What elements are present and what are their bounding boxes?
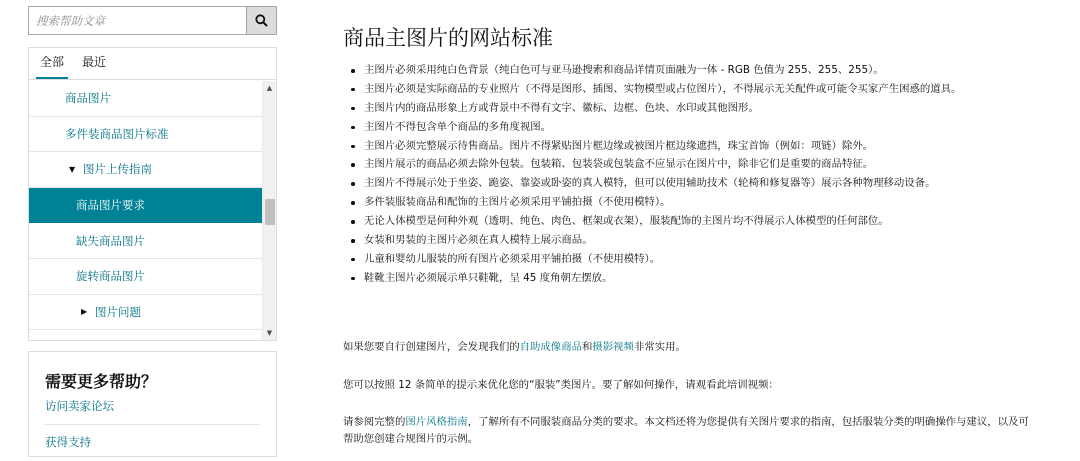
image-style-guide-link[interactable]: 图片风格指南 [405, 416, 468, 428]
chevron-up-icon[interactable]: ▲ [266, 84, 273, 92]
scrollbar-thumb[interactable] [265, 199, 275, 225]
paragraph-text: 和 [581, 341, 593, 353]
list-item: 鞋靴主图片必须展示单只鞋靴，呈 45 度角朝左摆放。 [364, 270, 1044, 287]
help-title: 需要更多帮助？ [45, 372, 158, 391]
nav-scrollbar[interactable] [262, 81, 276, 340]
list-item: 主图片展示的商品必须去除外包装。包装箱、包装袋或包装盒不应显示在图片中，除非它们是重要的商品特征。 [364, 156, 1044, 173]
nav-item-label: 商品图片 [65, 91, 111, 106]
nav-item-label: 商品图片要求 [76, 198, 145, 213]
tab-all[interactable]: 全部 [36, 53, 68, 79]
nav-item-product-images[interactable] [29, 81, 263, 117]
list-item: 主图片必须采用纯白色背景（纯白色可与亚马逊搜索和商品详情页面融为一体 - RGB 色值为 255、255、255）。 [364, 62, 1044, 79]
paragraph-text: ，了解所有不同服装商品分类的要求。本文档还将为您提供有关图片要求的指南，包括服装分类的明确操作与建议，以及可帮助您创建合规图片的示例。 [343, 416, 1029, 445]
paragraph-self-create [343, 339, 1033, 356]
get-support-link[interactable]: 获得支持 [45, 435, 91, 449]
nav-item-label: 旋转商品图片 [76, 269, 145, 284]
list-item: 主图片不得展示处于坐姿、跪姿、靠姿或卧姿的真人模特，但可以使用辅助技术（轮椅和修复器等）展示各种物理移动设备。 [364, 175, 1044, 192]
nav-item-label: 多件装商品图片标准 [65, 126, 169, 141]
nav-item-image-issues[interactable] [29, 295, 263, 331]
paragraph-text: 非常实用。 [633, 341, 686, 353]
search-icon [255, 14, 268, 27]
nav-item-multipack-standards[interactable] [29, 117, 263, 153]
nav-item-upload-guide[interactable] [29, 152, 263, 188]
nav-tabs [29, 48, 276, 80]
nav-item-label: 缺失商品图片 [76, 233, 145, 248]
list-item: 儿童和婴幼儿服装的所有图片必须采用平铺拍摄（不使用模特）。 [364, 251, 1044, 268]
seller-forum-link[interactable]: 访问卖家论坛 [45, 399, 114, 413]
nav-list [29, 81, 263, 340]
help-nav-panel [28, 47, 277, 341]
more-help-panel [28, 351, 277, 457]
search-button[interactable] [246, 7, 276, 34]
self-service-imaging-link[interactable]: 自助成像商品 [519, 341, 582, 353]
nav-item-label: 图片上传指南 [83, 162, 152, 177]
search-box [28, 6, 277, 35]
divider [45, 424, 260, 425]
nav-item-label: 图片问题 [95, 304, 141, 319]
list-item: 主图片内的商品形象上方或背景中不得有文字、徽标、边框、色块、水印或其他图形。 [364, 100, 1044, 117]
caret-down-icon: ▼ [69, 164, 76, 174]
list-item: 无论人体模型是何种外观（透明、纯色、肉色、框架或衣架），服装配饰的主图片均不得展示人体模型的任何部位。 [364, 213, 1044, 230]
list-item: 女装和男装的主图片必须在真人模特上展示商品。 [364, 232, 1044, 249]
list-item: 主图片必须完整展示待售商品。图片不得紧贴图片框边缘或被图片框边缘遮挡，珠宝首饰（例如：项链）除外。 [364, 138, 1044, 155]
photography-video-link[interactable]: 摄影视频 [592, 341, 634, 353]
nav-item-rotate-images[interactable] [29, 259, 263, 295]
paragraph-training-video: 您可以按照 12 条简单的提示来优化您的“服装”类图片。要了解如何操作，请观看此培训视频： [343, 379, 779, 391]
search-input[interactable] [29, 7, 246, 34]
chevron-down-icon[interactable]: ▼ [266, 329, 273, 337]
list-item: 多件装服装商品和配饰的主图片必须采用平铺拍摄（不使用模特）。 [364, 194, 1044, 211]
list-item: 主图片不得包含单个商品的多角度视图。 [364, 119, 1044, 136]
page-title: 商品主图片的网站标准 [343, 26, 553, 50]
tab-recent[interactable]: 最近 [82, 55, 107, 69]
paragraph-text: 请参阅完整的 [343, 416, 406, 428]
requirements-list [364, 62, 1044, 289]
nav-item-image-requirements[interactable] [29, 188, 263, 224]
paragraph-style-guide [343, 414, 1033, 447]
list-item: 主图片必须是实际商品的专业照片（不得是图形、插图、实物模型或占位图片），不得展示无关配件或可能令买家产生困惑的道具。 [364, 81, 1044, 98]
caret-right-icon: ▶ [81, 307, 88, 317]
paragraph-text: 如果您要自行创建图片，会发现我们的 [343, 341, 520, 353]
nav-item-missing-images[interactable] [29, 223, 263, 259]
